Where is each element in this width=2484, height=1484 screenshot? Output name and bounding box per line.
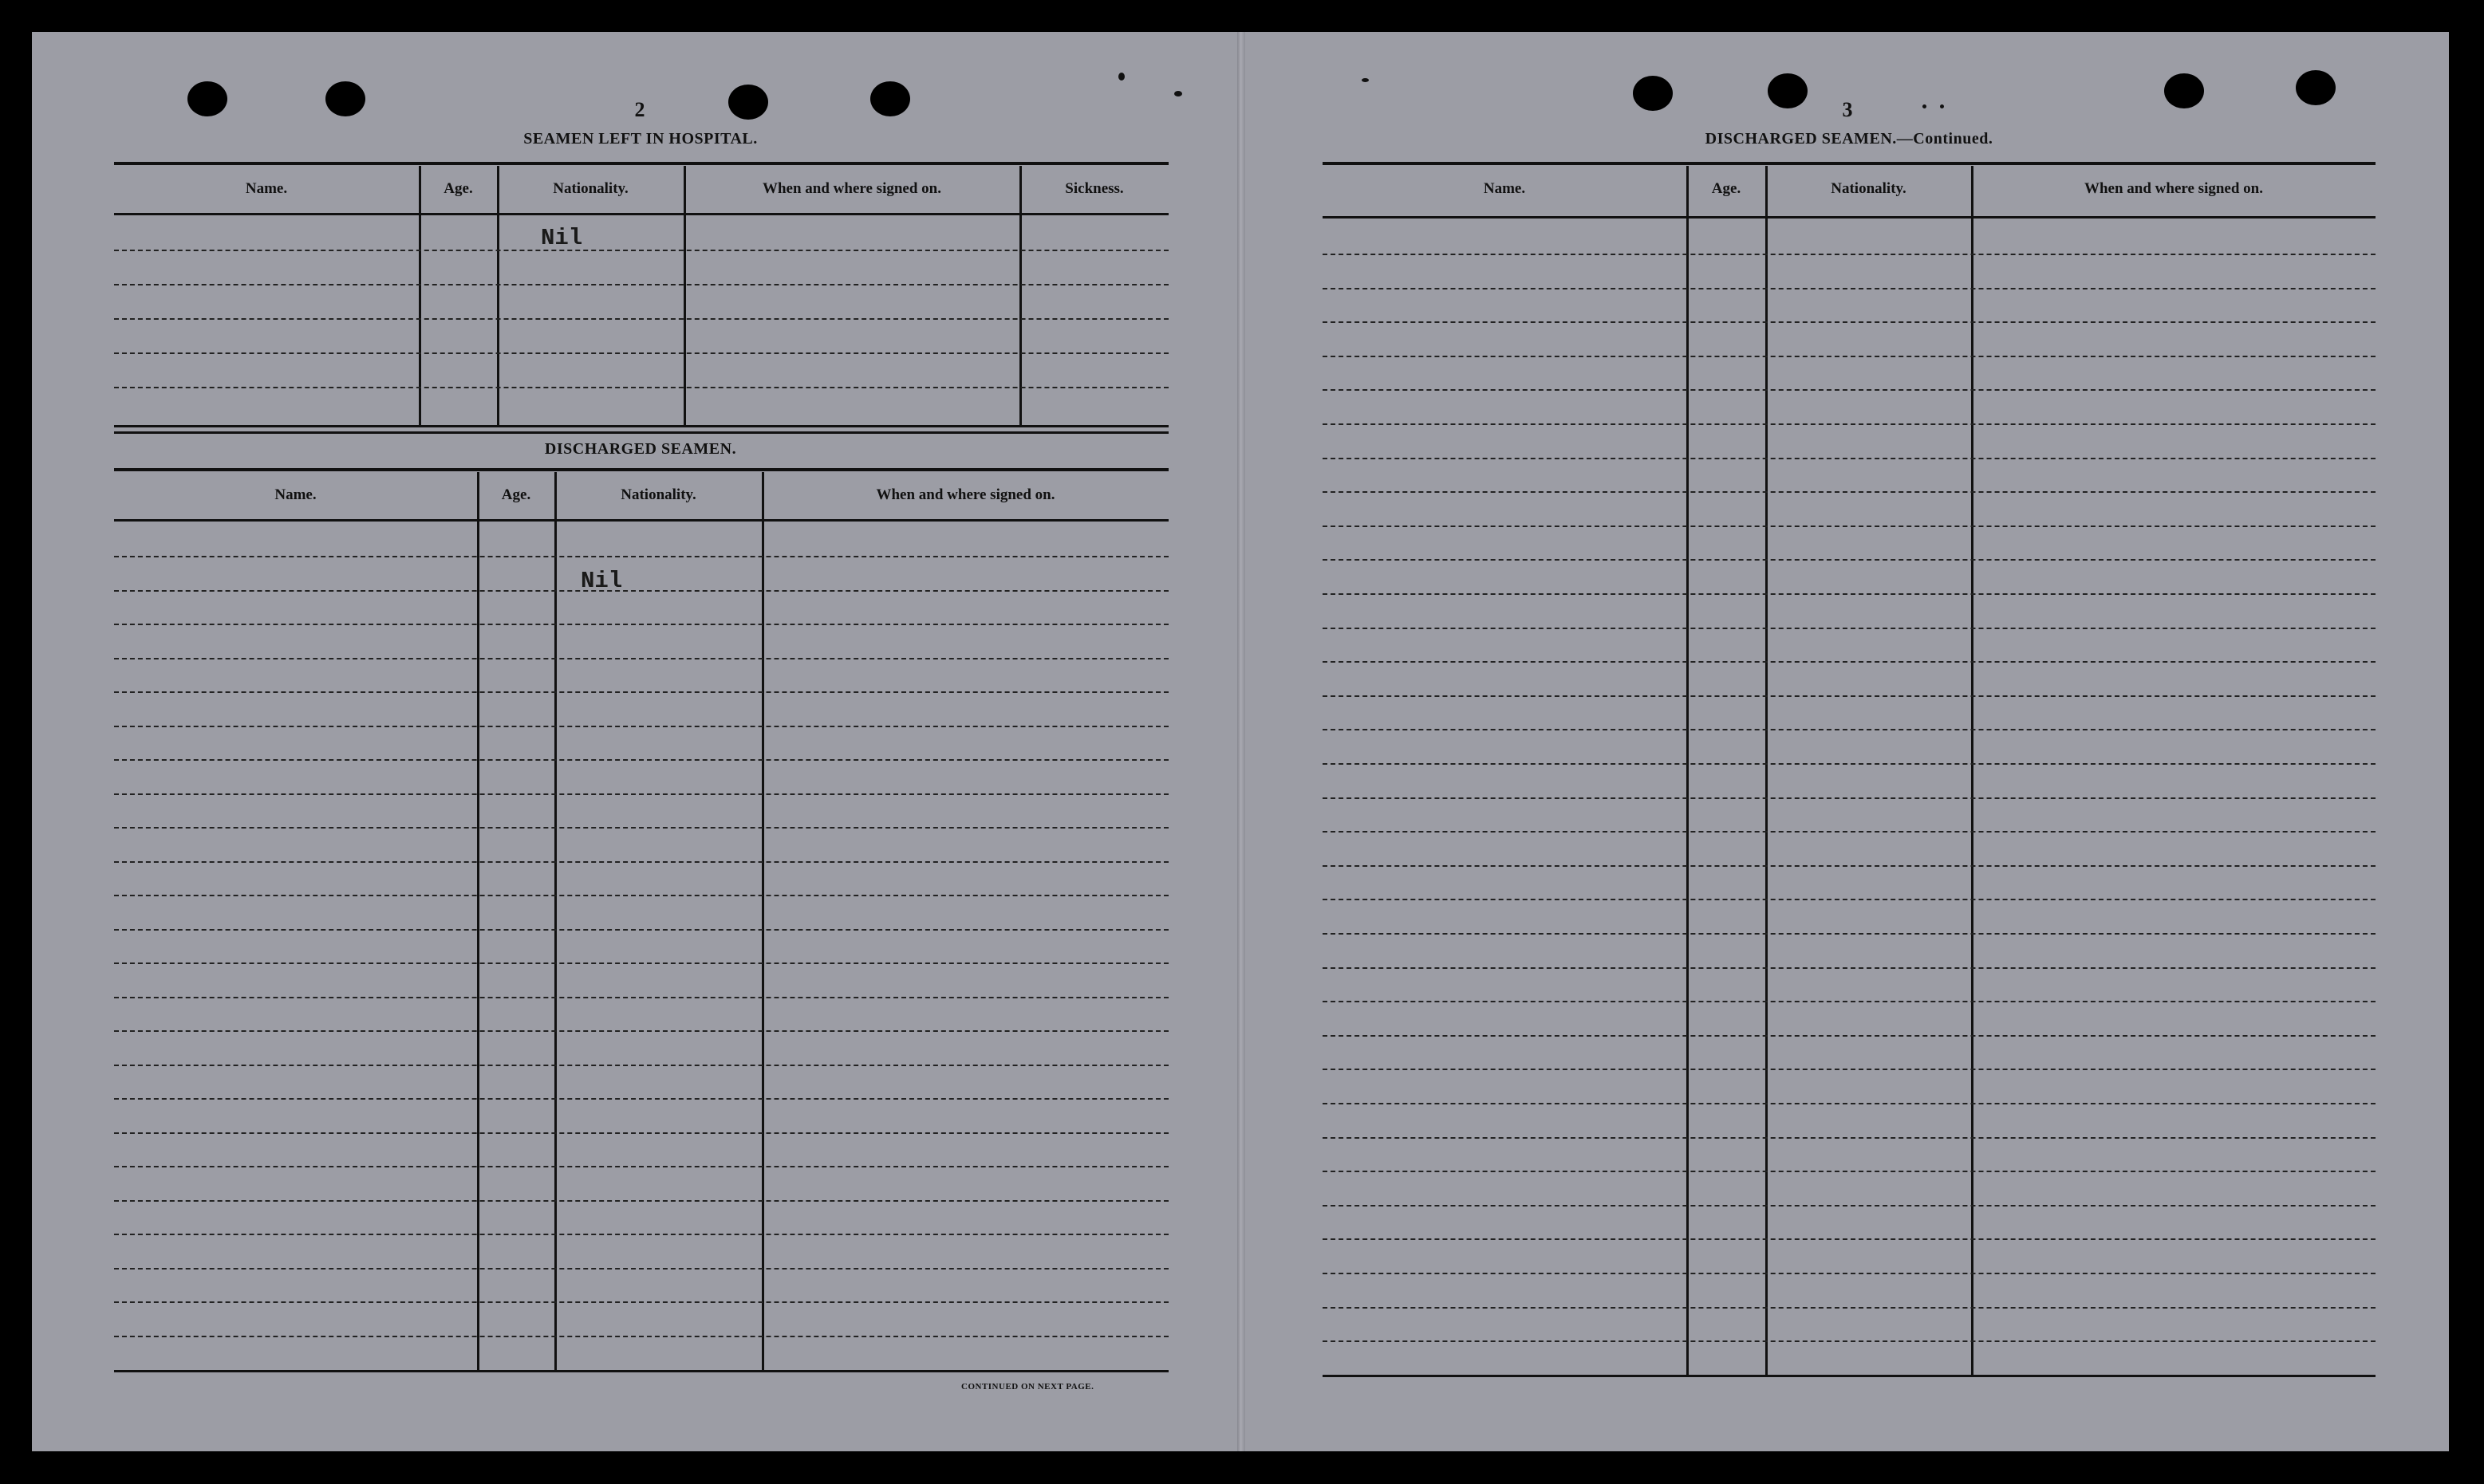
page-number-left: 2: [634, 98, 645, 121]
table-row: [1323, 1307, 2376, 1309]
table-row: [1323, 763, 2376, 765]
table-row: [114, 726, 1169, 727]
table-row: [1323, 831, 2376, 833]
discharged-table-right: [1323, 159, 2376, 1381]
table-row: [114, 1132, 1169, 1134]
column-header-nationality: Nationality.: [553, 180, 629, 197]
table-row: [1323, 321, 2376, 323]
table-row: [114, 861, 1169, 863]
table-row: [1323, 1001, 2376, 1002]
table-row: [1323, 1238, 2376, 1240]
punch-hole: [187, 81, 227, 116]
discharged-table-left: [114, 466, 1169, 1375]
table-row: [1323, 1137, 2376, 1139]
punch-hole: [1768, 73, 1808, 108]
table-row: [1323, 1340, 2376, 1342]
hospital-entry-nil: Nil: [541, 225, 583, 251]
table-row: [1323, 526, 2376, 527]
table-row: [1323, 1035, 2376, 1037]
table-row: [1323, 458, 2376, 459]
table-row: [114, 895, 1169, 896]
punch-hole: [2296, 70, 2336, 105]
table-row: [114, 1166, 1169, 1167]
discharged-entry-nil: Nil: [581, 568, 623, 594]
punch-hole: [728, 85, 768, 120]
table-row: [114, 250, 1169, 251]
table-row: [1323, 389, 2376, 391]
column-header-nationality: Nationality.: [621, 486, 696, 503]
ink-speck: [1940, 104, 1944, 108]
table-row: [114, 1336, 1169, 1337]
punch-hole: [2164, 73, 2204, 108]
column-header-name: Name.: [274, 486, 317, 503]
table-row: [114, 556, 1169, 557]
table-row: [114, 997, 1169, 998]
ink-speck: [1922, 104, 1926, 108]
table-row: [1323, 628, 2376, 629]
table-row: [1323, 1171, 2376, 1172]
table-row: [1323, 356, 2376, 357]
column-header-age: Age.: [444, 180, 473, 197]
column-header-sickness: Sickness.: [1065, 180, 1124, 197]
right-section-title: DISCHARGED SEAMEN.—Continued.: [1705, 130, 1993, 148]
table-row: [1323, 1273, 2376, 1274]
page-number-right: 3: [1842, 98, 1853, 121]
table-row: [1323, 933, 2376, 935]
table-row: [114, 827, 1169, 829]
punch-hole: [325, 81, 365, 116]
table-row: [114, 691, 1169, 693]
table-row: [114, 387, 1169, 388]
table-row: [1323, 797, 2376, 799]
table-row: [114, 1065, 1169, 1066]
ink-speck: [1362, 78, 1369, 82]
hospital-section-title: SEAMEN LEFT IN HOSPITAL.: [523, 130, 758, 148]
table-row: [1323, 661, 2376, 663]
column-header-name: Name.: [245, 180, 288, 197]
table-row: [114, 1268, 1169, 1269]
table-row: [1323, 1103, 2376, 1104]
table-row: [1323, 729, 2376, 730]
table-row: [114, 929, 1169, 931]
table-row: [1323, 1205, 2376, 1206]
table-row: [1323, 288, 2376, 289]
table-row: [1323, 865, 2376, 867]
table-row: [114, 318, 1169, 320]
column-header-nationality: Nationality.: [1831, 180, 1906, 197]
table-row: [1323, 254, 2376, 255]
column-header-name: Name.: [1483, 180, 1526, 197]
table-row: [1323, 967, 2376, 969]
table-row: [1323, 559, 2376, 561]
punch-hole: [870, 81, 910, 116]
table-row: [1323, 593, 2376, 595]
table-row: [114, 284, 1169, 285]
table-row: [114, 1234, 1169, 1235]
column-header-when-where: When and where signed on.: [876, 486, 1055, 503]
table-row: [114, 352, 1169, 354]
continued-note: CONTINUED ON NEXT PAGE.: [961, 1382, 1094, 1391]
table-row: [114, 624, 1169, 625]
table-row: [114, 1200, 1169, 1202]
table-row: [114, 793, 1169, 795]
table-row: [114, 962, 1169, 964]
page-fold: [1237, 32, 1245, 1451]
table-row: [114, 590, 1169, 592]
discharged-section-title: DISCHARGED SEAMEN.: [544, 440, 737, 458]
table-row: [1323, 491, 2376, 493]
table-row: [114, 658, 1169, 659]
table-row: [1323, 899, 2376, 900]
table-row: [1323, 423, 2376, 425]
column-header-age: Age.: [1711, 180, 1741, 197]
column-header-when-where: When and where signed on.: [762, 180, 941, 197]
table-row: [1323, 1069, 2376, 1070]
table-row: [114, 1301, 1169, 1303]
hospital-table: [114, 159, 1169, 435]
column-header-age: Age.: [501, 486, 531, 503]
table-row: [114, 1030, 1169, 1032]
punch-hole: [1633, 76, 1673, 111]
column-header-when-where: When and where signed on.: [2084, 180, 2263, 197]
table-row: [114, 1098, 1169, 1100]
ink-speck: [1174, 91, 1182, 96]
table-row: [114, 759, 1169, 761]
table-row: [1323, 695, 2376, 697]
ink-speck: [1118, 73, 1125, 81]
